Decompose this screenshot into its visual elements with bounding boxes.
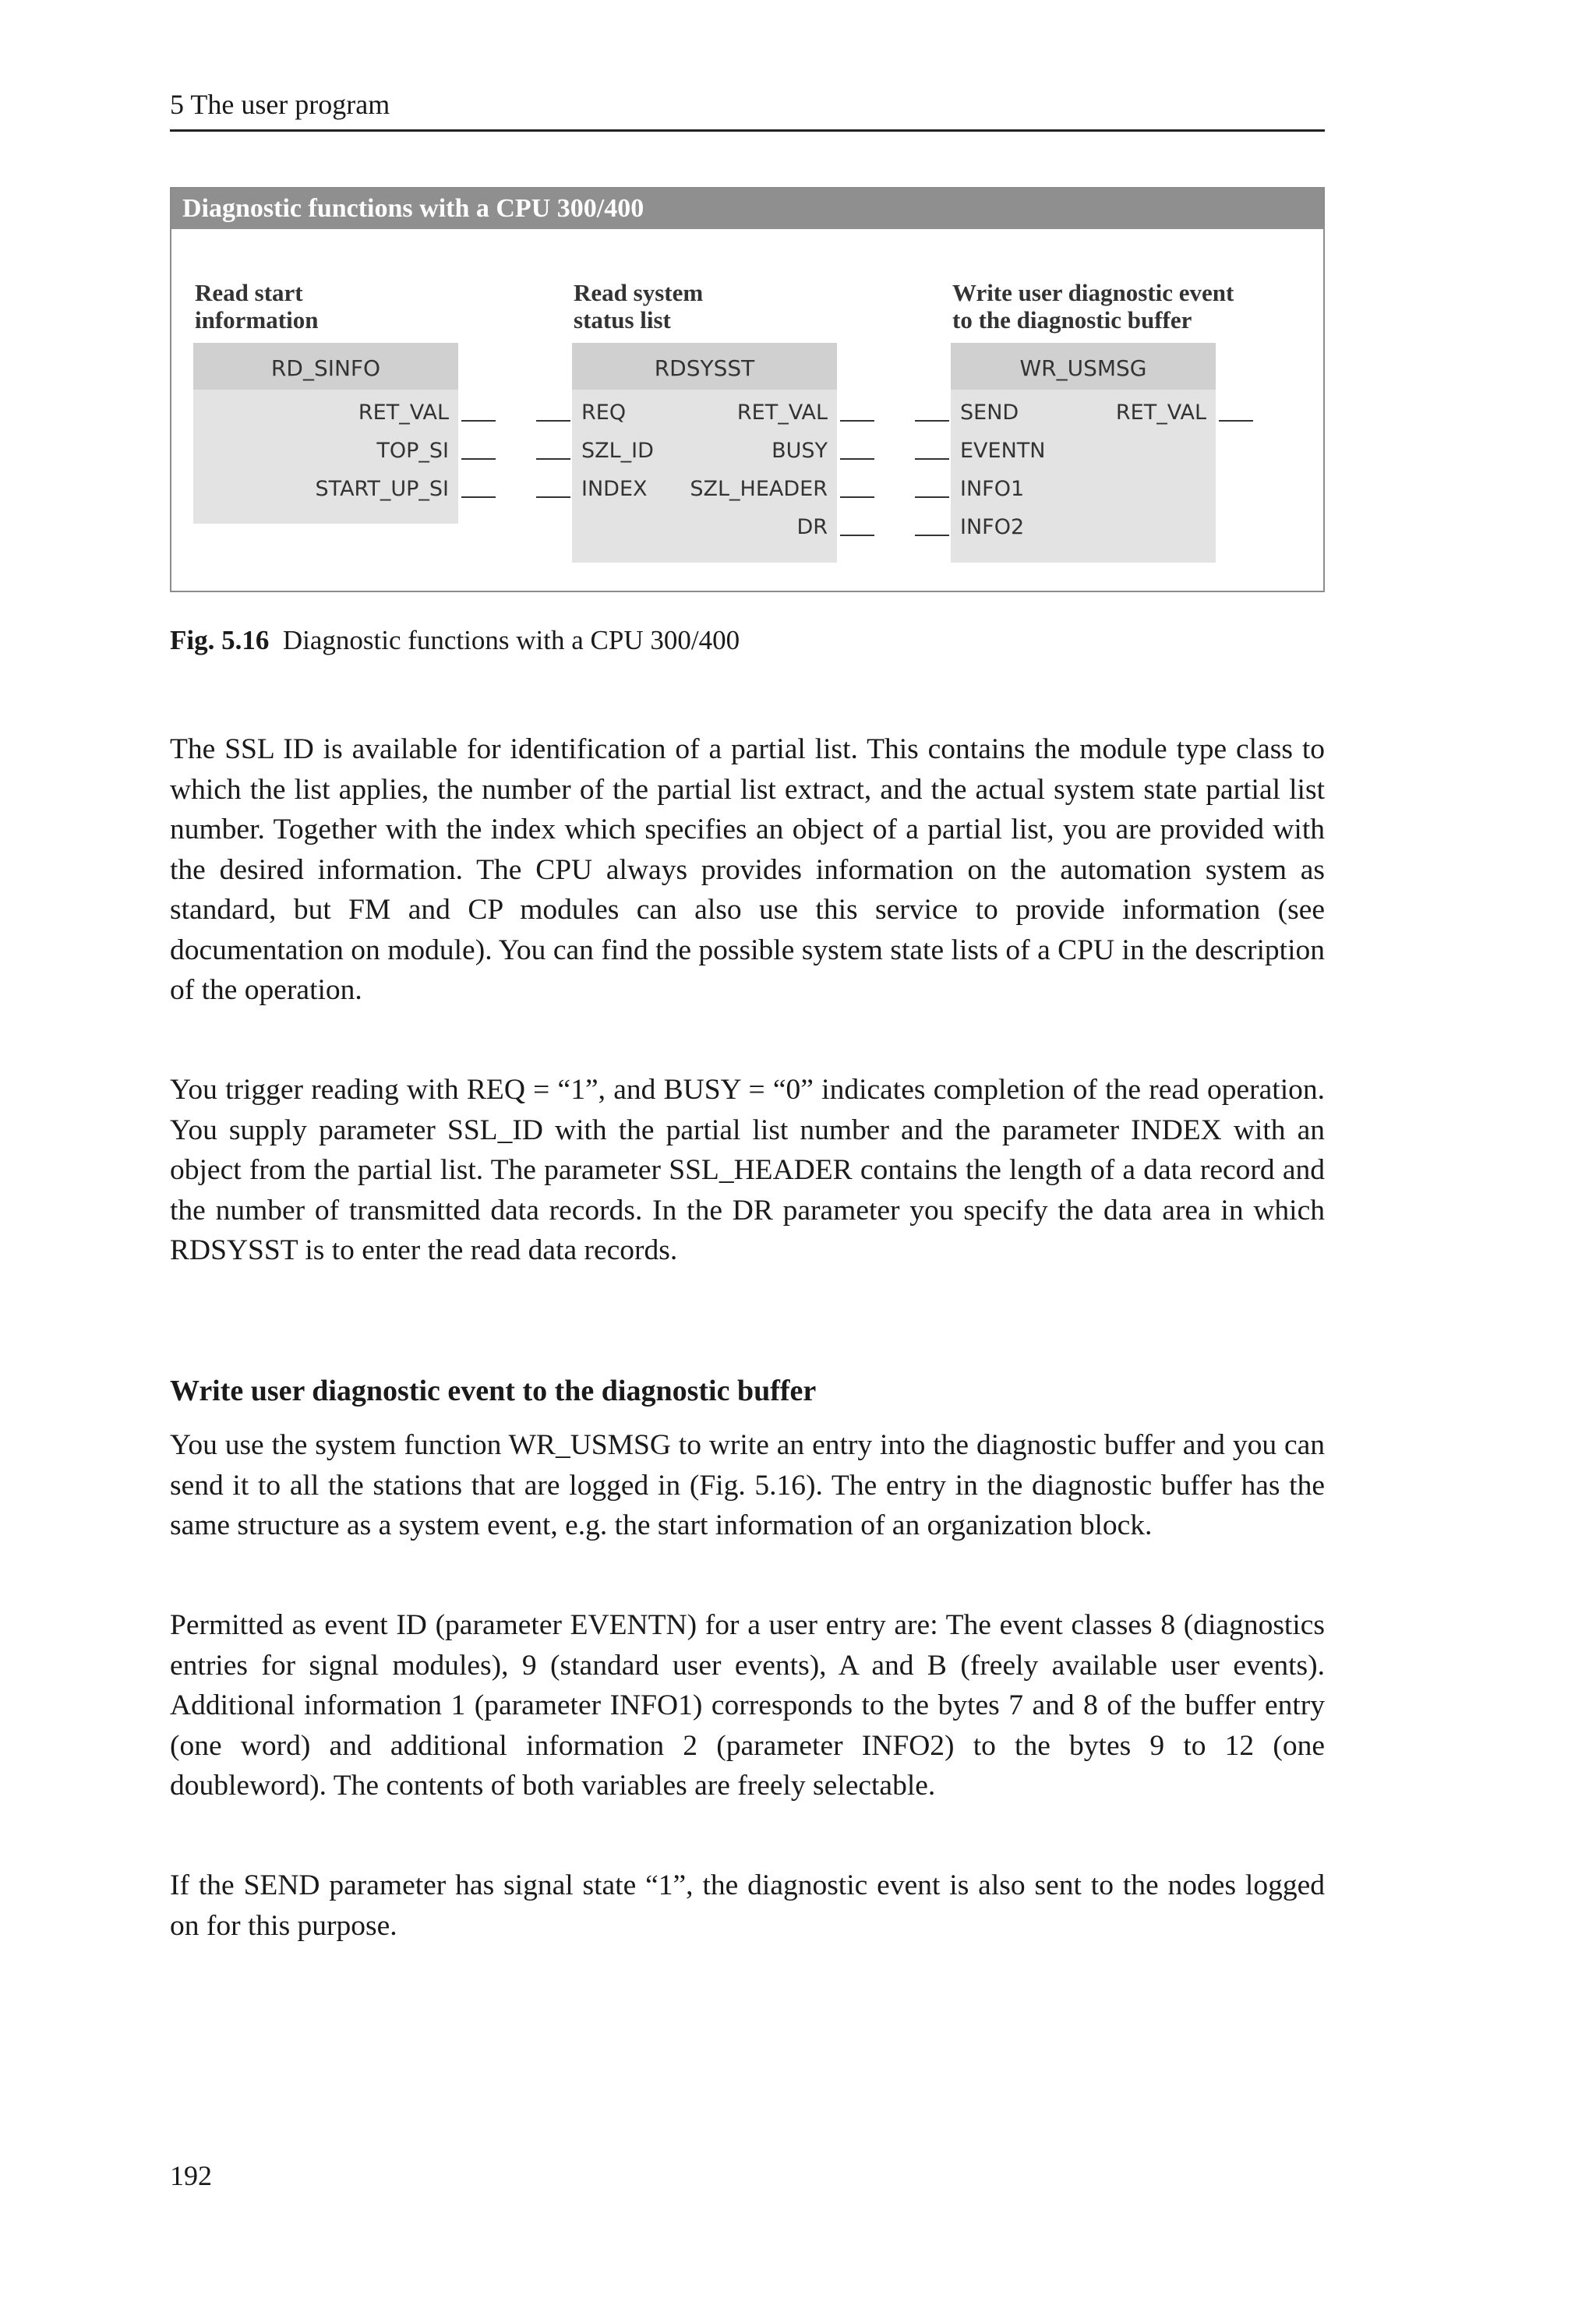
output-pin: SZL_HEADER [690,477,828,501]
paragraph-ssl-id: The SSL ID is available for identification of a partial list. This contains the module type class to which the list applies, the number of the partial list extract, and the actual system state partial list number. Together with the index which specifies an object of a partial list, you are provided with the desired information. The CPU always provides information on the automation system as standard, but FM and CP modules can also use this service to provide information (see documentation on module). You can find the possible system state lists of a CPU in the description of the operation. [170,733,1325,1006]
figure-diagnostic-functions [170,187,1325,592]
figure-caption [170,623,1325,658]
figure-title: Diagnostic functions with a CPU 300/400 [182,194,644,223]
heading-line: information [195,306,319,334]
input-pin: REQ [581,401,627,425]
input-wire [915,535,949,536]
input-wire [915,496,949,498]
heading-line: Read start [195,279,303,306]
output-pin: RET_VAL [736,401,828,425]
heading-line: Read system [574,279,704,306]
heading-line: Write user diagnostic event [952,279,1234,306]
input-pin: INFO2 [960,515,1025,539]
block-name: WR_USMSG [951,343,1216,390]
block-name: RD_SINFO [193,343,458,390]
input-wire [536,420,570,422]
figure-title-bar [171,189,1323,229]
input-wire [536,496,570,498]
block-name: RDSYSST [572,343,837,390]
output-pin: RET_VAL [358,401,449,425]
output-wire [840,458,874,460]
output-pin: RET_VAL [1115,401,1206,425]
running-header: 5 The user program [170,89,390,120]
output-wire [461,496,496,498]
output-wire [840,496,874,498]
output-wire [1219,420,1253,422]
col-heading-read-start [195,279,318,334]
input-pin: INFO1 [960,477,1025,501]
input-pin: SEND [960,401,1019,425]
paragraph-trigger-reading: You trigger reading with REQ = “1”, and BUSY = “0” indicates completion of the read operation. You supply parameter SSL_ID with the partial list number and the parameter INDEX with an object from the partial list. The parameter SSL_HEADER contains the length of a data record and the number of transmitted data records. In the DR parameter you specify the data area in which RDSYSST is to enter the read data records. [170,1074,1325,1266]
output-wire [461,420,496,422]
block-rd-sinfo [193,343,458,524]
output-pin: DR [796,515,828,539]
col-heading-write-event [952,279,1234,334]
output-wire [461,458,496,460]
heading-line: status list [574,306,671,334]
header-rule [170,129,1325,132]
caption-text: Diagnostic functions with a CPU 300/400 [282,625,740,655]
page-number: 192 [170,2160,212,2191]
paragraph-event-id: Permitted as event ID (parameter EVENTN) for a user entry are: The event classes 8 (diagnostics entries for signal modules), 9 (standard user events), A and B (freely available user events). Additional information 1 (parameter INFO1) corresponds to the bytes 7 and 8 of the buffer entry (one word) and additional information 2 (parameter INFO2) to the bytes 9 to 12 (one doubleword). The contents of both variables are freely selectable. [170,1609,1325,1802]
output-pin: START_UP_SI [315,477,449,501]
input-pin: INDEX [581,477,648,501]
input-pin: EVENTN [960,439,1046,463]
input-pin: SZL_ID [581,439,654,463]
input-wire [536,458,570,460]
block-rdsysst [572,343,837,563]
paragraph-send-parameter: If the SEND parameter has signal state “1”, the diagnostic event is also sent to the nodes logged on for this purpose. [170,1869,1325,1942]
heading-line: to the diagnostic buffer [952,306,1192,334]
section-heading: Write user diagnostic event to the diagnostic buffer [170,1375,817,1407]
output-pin: TOP_SI [376,439,449,463]
input-wire [915,420,949,422]
input-wire [915,458,949,460]
caption-label: Fig. 5.16 [170,625,270,655]
block-wr-usmsg [951,343,1216,563]
output-wire [840,535,874,536]
paragraph-wr-usmsg: You use the system function WR_USMSG to write an entry into the diagnostic buffer and you can send it to all the stations that are logged in (Fig. 5.16). The entry in the diagnostic buffer has the same structure as a system event, e.g. the start information of an organization block. [170,1429,1325,1541]
output-pin: BUSY [772,439,828,463]
col-heading-read-ssl [574,279,703,334]
output-wire [840,420,874,422]
